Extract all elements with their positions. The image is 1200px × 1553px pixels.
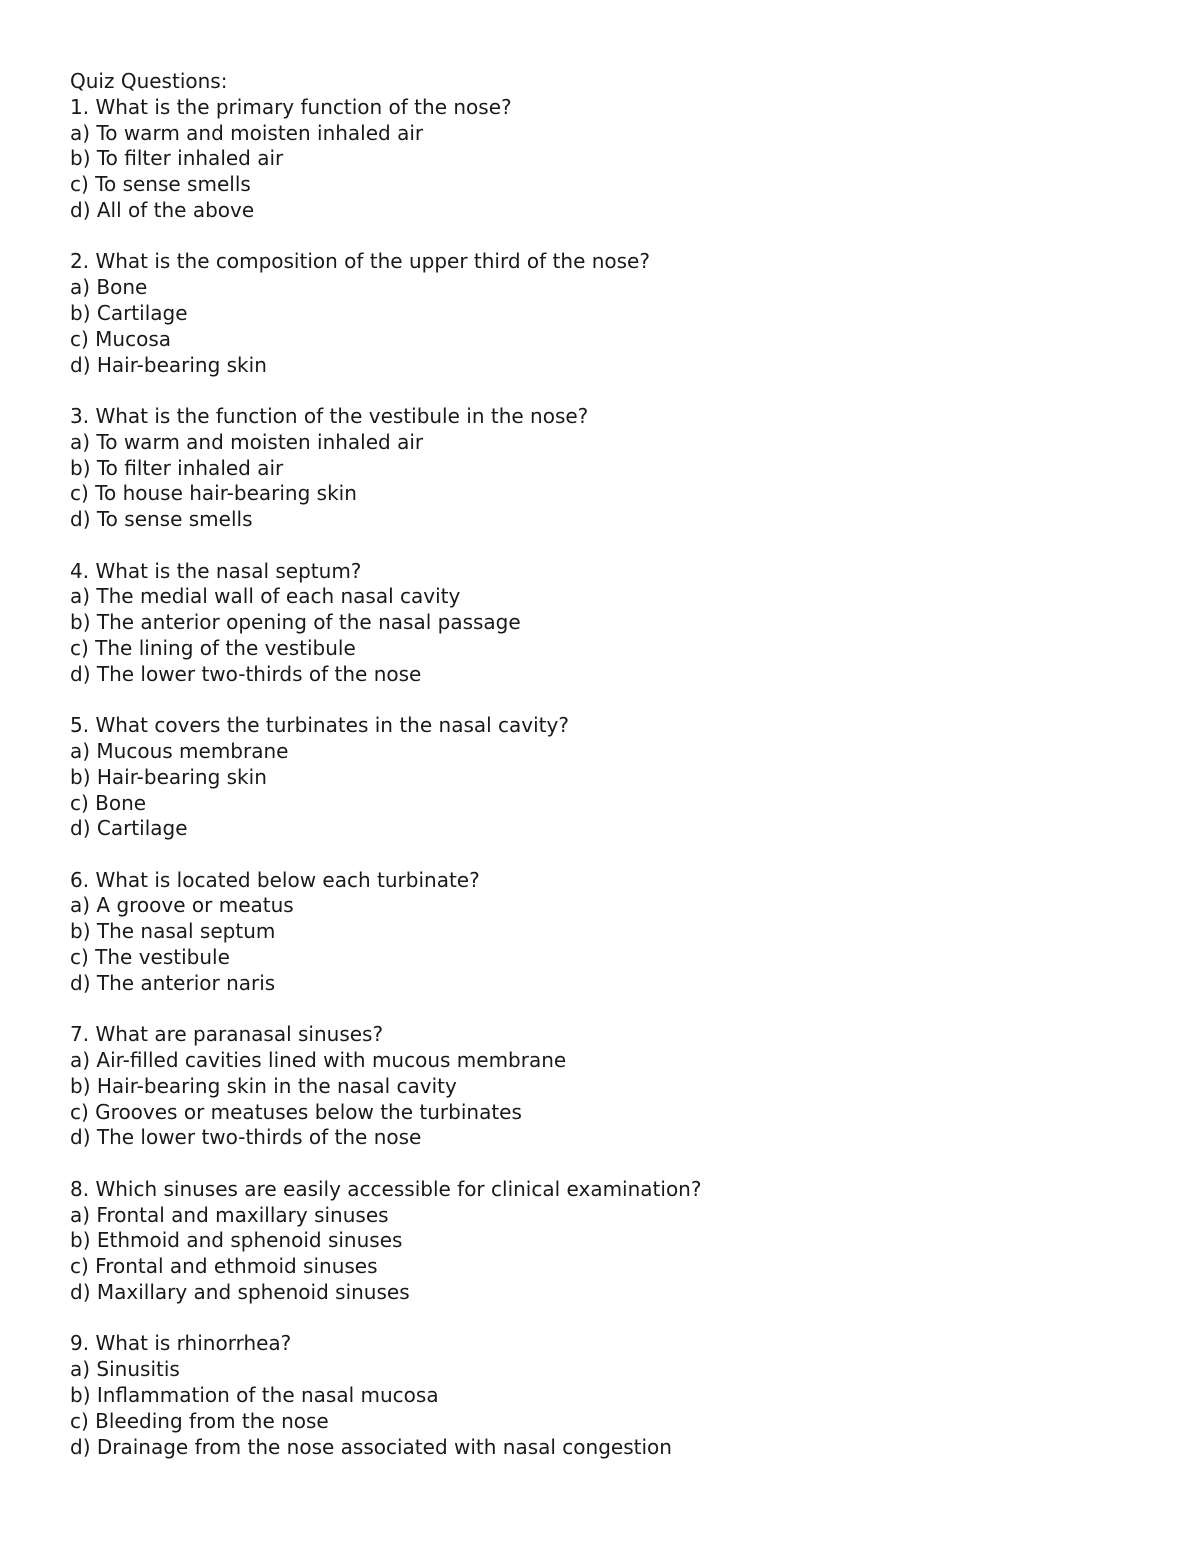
question-text: 6. What is located below each turbinate? <box>70 867 480 892</box>
answer-option: b) Cartilage <box>70 300 188 325</box>
answer-option: d) The lower two-thirds of the nose <box>70 1125 422 1150</box>
answer-option: a) A groove or meatus <box>70 893 294 918</box>
question-8 <box>70 1177 1150 1306</box>
answer-option: b) Hair-bearing skin in the nasal cavity <box>70 1073 457 1098</box>
answer-option: c) The vestibule <box>70 945 230 970</box>
quiz-title: Quiz Questions: <box>70 69 228 93</box>
question-text: 9. What is rhinorrhea? <box>70 1331 292 1356</box>
answer-option: d) All of the above <box>70 197 255 222</box>
answer-option: a) Sinusitis <box>70 1357 180 1382</box>
quiz-document <box>70 69 1150 1460</box>
answer-option: a) Bone <box>70 275 148 300</box>
answer-option: a) Mucous membrane <box>70 738 289 763</box>
answer-option: a) Air-filled cavities lined with mucous membrane <box>70 1048 567 1073</box>
question-2 <box>70 249 1150 378</box>
answer-option: a) The medial wall of each nasal cavity <box>70 584 461 609</box>
question-text: 8. Which sinuses are easily accessible for clinical examination? <box>70 1176 702 1201</box>
answer-option: d) Cartilage <box>70 816 188 841</box>
question-4 <box>70 559 1150 688</box>
answer-option: c) The lining of the vestibule <box>70 635 356 660</box>
question-7 <box>70 1022 1150 1151</box>
question-5 <box>70 713 1150 842</box>
question-9 <box>70 1331 1150 1460</box>
question-list <box>70 95 1150 1461</box>
question-text: 1. What is the primary function of the nose? <box>70 94 512 119</box>
answer-option: c) Mucosa <box>70 326 171 351</box>
answer-option: c) Bone <box>70 790 147 815</box>
answer-option: c) Bleeding from the nose <box>70 1408 329 1433</box>
answer-option: b) To filter inhaled air <box>70 455 284 480</box>
answer-option: c) To house hair-bearing skin <box>70 481 357 506</box>
question-text: 5. What covers the turbinates in the nasal cavity? <box>70 713 569 738</box>
answer-option: d) To sense smells <box>70 507 253 532</box>
answer-option: a) To warm and moisten inhaled air <box>70 120 424 145</box>
question-text: 4. What is the nasal septum? <box>70 558 362 583</box>
answer-option: a) Frontal and maxillary sinuses <box>70 1202 389 1227</box>
answer-option: d) The anterior naris <box>70 970 276 995</box>
answer-option: a) To warm and moisten inhaled air <box>70 429 424 454</box>
answer-option: b) Inflammation of the nasal mucosa <box>70 1383 439 1408</box>
answer-option: d) Maxillary and sphenoid sinuses <box>70 1280 410 1305</box>
question-text: 7. What are paranasal sinuses? <box>70 1022 384 1047</box>
answer-option: d) Drainage from the nose associated with nasal congestion <box>70 1434 672 1459</box>
answer-option: d) The lower two-thirds of the nose <box>70 661 422 686</box>
question-1 <box>70 95 1150 224</box>
answer-option: b) To filter inhaled air <box>70 146 284 171</box>
answer-option: c) Grooves or meatuses below the turbinates <box>70 1099 522 1124</box>
answer-option: d) Hair-bearing skin <box>70 352 267 377</box>
answer-option: c) To sense smells <box>70 172 251 197</box>
question-text: 2. What is the composition of the upper third of the nose? <box>70 249 650 274</box>
answer-option: b) Ethmoid and sphenoid sinuses <box>70 1228 403 1253</box>
question-3 <box>70 404 1150 533</box>
question-text: 3. What is the function of the vestibule in the nose? <box>70 403 589 428</box>
answer-option: c) Frontal and ethmoid sinuses <box>70 1254 378 1279</box>
question-6 <box>70 868 1150 997</box>
answer-option: b) The nasal septum <box>70 919 276 944</box>
answer-option: b) Hair-bearing skin <box>70 764 267 789</box>
answer-option: b) The anterior opening of the nasal passage <box>70 610 521 635</box>
